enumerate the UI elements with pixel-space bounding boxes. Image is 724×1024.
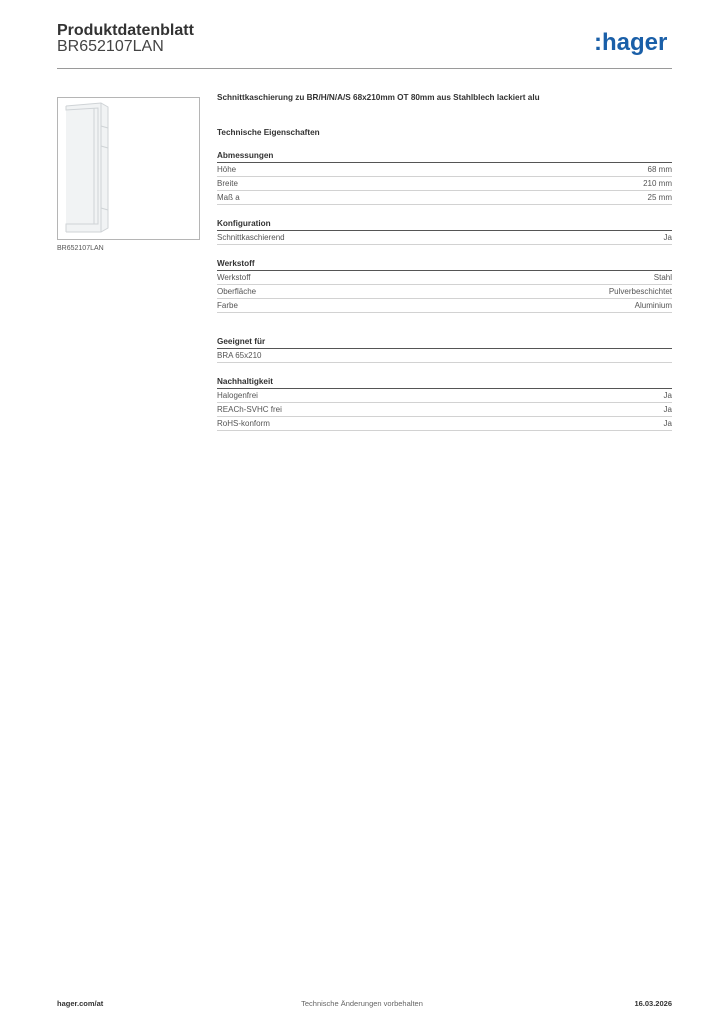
table-row: Oberfläche Pulverbeschichtet	[217, 285, 672, 299]
table-row: RoHS-konform Ja	[217, 417, 672, 431]
section-title: Werkstoff	[217, 259, 672, 271]
table-row: Maß a 25 mm	[217, 191, 672, 205]
table-row: Breite 210 mm	[217, 177, 672, 191]
page-title: Produktdatenblatt	[57, 22, 194, 39]
hager-logo	[594, 28, 672, 58]
table-row: BRA 65x210	[217, 349, 672, 363]
section-title: Geeignet für	[217, 337, 672, 349]
section-abmessungen	[217, 151, 672, 205]
section-title: Abmessungen	[217, 151, 672, 163]
product-image	[57, 97, 200, 240]
footer-notice: Technische Änderungen vorbehalten	[301, 999, 423, 1008]
table-row: Schnittkaschierend Ja	[217, 231, 672, 245]
table-row: Halogenfrei Ja	[217, 389, 672, 403]
svg-text::hager: :hager	[594, 29, 668, 56]
product-code: BR652107LAN	[57, 38, 164, 55]
table-row: Werkstoff Stahl	[217, 271, 672, 285]
header-divider	[57, 68, 672, 69]
section-konfiguration	[217, 219, 672, 245]
table-row: Höhe 68 mm	[217, 163, 672, 177]
footer-website: hager.com/at	[57, 999, 104, 1008]
product-details	[217, 92, 672, 431]
technical-heading: Technische Eigenschaften	[217, 128, 320, 137]
footer-date: 16.03.2026	[634, 999, 672, 1008]
image-caption: BR652107LAN	[57, 245, 104, 252]
section-geeignet-fuer	[217, 337, 672, 363]
section-title: Nachhaltigkeit	[217, 377, 672, 389]
table-row: REACh-SVHC frei Ja	[217, 403, 672, 417]
section-nachhaltigkeit	[217, 377, 672, 431]
cover-frame-icon	[58, 98, 199, 239]
product-description: Schnittkaschierung zu BR/H/N/A/S 68x210mm OT 80mm aus Stahlblech lackiert alu	[217, 93, 540, 102]
table-row: Farbe Aluminium	[217, 299, 672, 313]
section-title: Konfiguration	[217, 219, 672, 231]
section-werkstoff	[217, 259, 672, 313]
